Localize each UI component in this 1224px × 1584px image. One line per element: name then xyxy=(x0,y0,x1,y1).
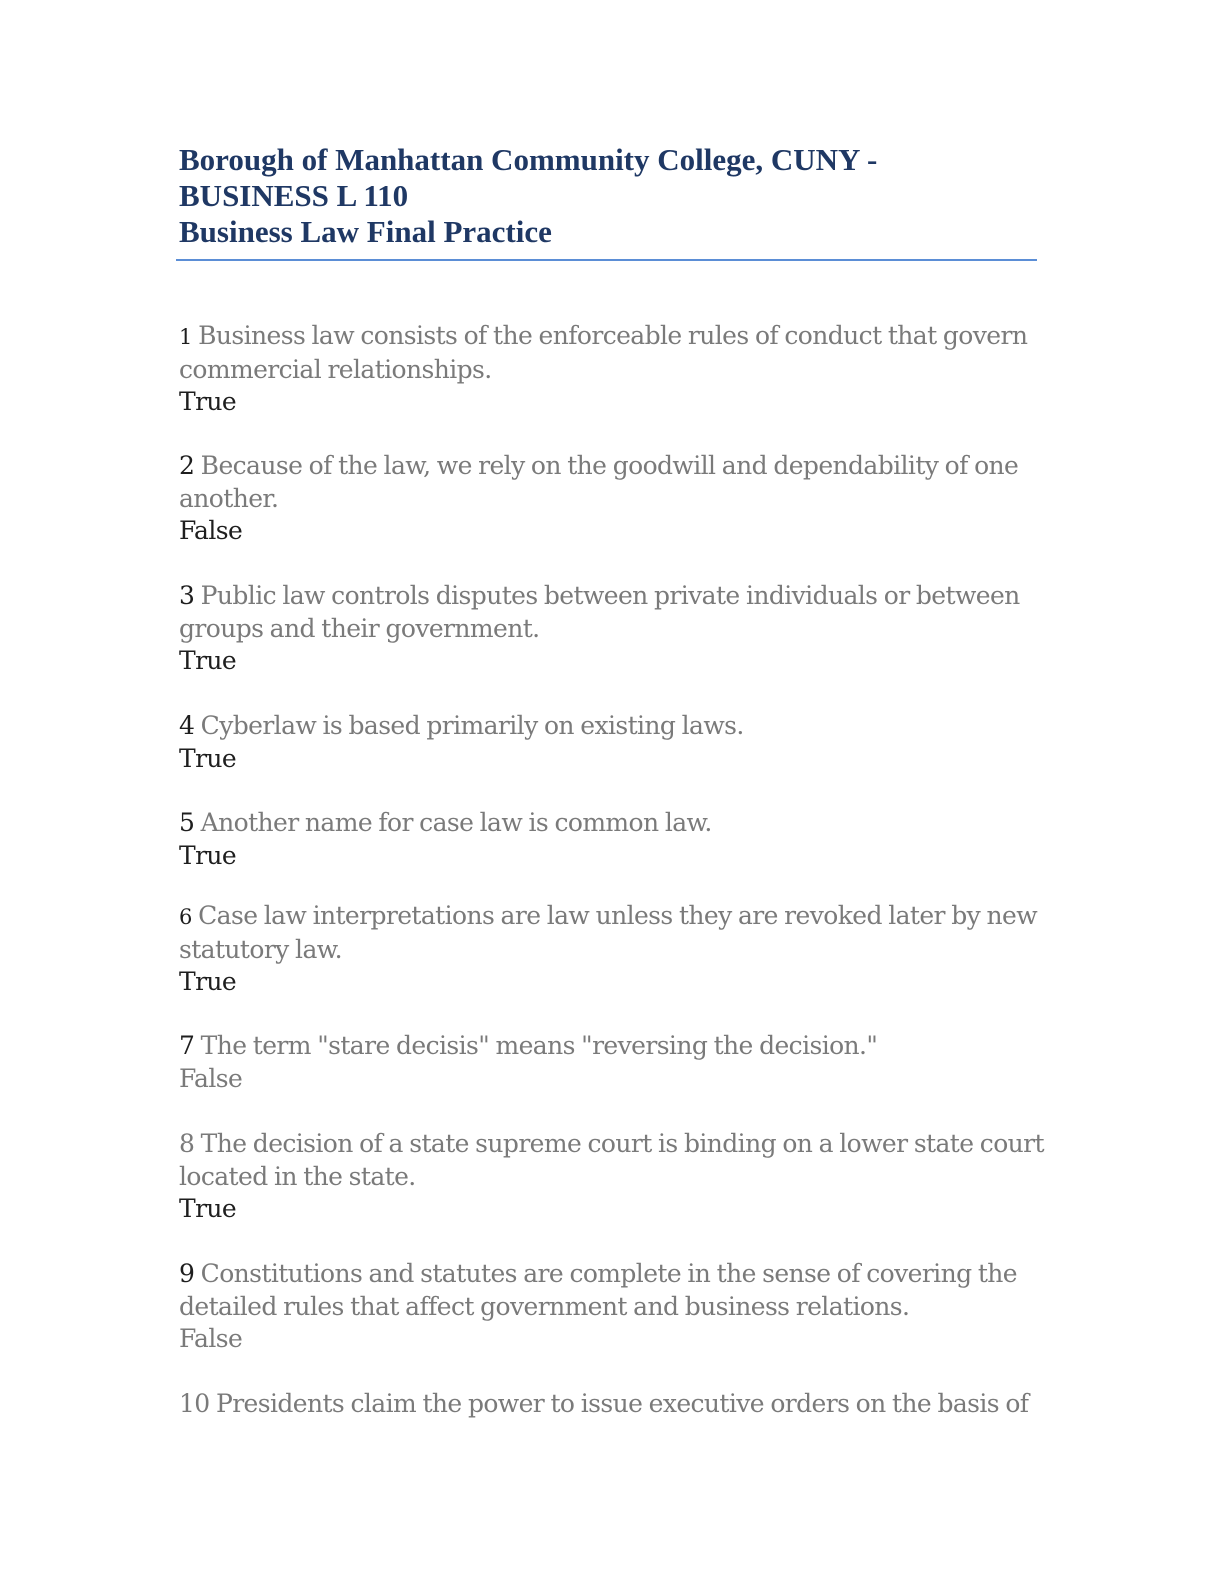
question-text: Cyberlaw is based primarily on existing laws. xyxy=(200,711,744,740)
question-number: 7 xyxy=(179,1031,195,1060)
question-answer: False xyxy=(179,516,243,545)
question-item-7 xyxy=(179,1030,1059,1095)
question-answer: True xyxy=(179,1194,237,1223)
question-text: Presidents claim the power to issue executive orders on the basis of xyxy=(215,1389,1029,1418)
question-number: 10 xyxy=(179,1389,210,1418)
question-item-9 xyxy=(179,1258,1059,1356)
question-text: Public law controls disputes between private individuals or between groups and their government. xyxy=(179,581,1020,643)
question-item-1 xyxy=(179,320,1059,419)
question-number: 8 xyxy=(179,1129,195,1158)
question-answer: True xyxy=(179,967,237,996)
question-answer: False xyxy=(179,1324,243,1353)
question-text: The term "stare decisis" means "reversing the decision." xyxy=(200,1031,878,1060)
question-number: 3 xyxy=(179,581,195,610)
question-text: Because of the law, we rely on the goodwill and dependability of one another. xyxy=(179,451,1019,513)
question-number: 1 xyxy=(179,325,192,349)
question-item-4 xyxy=(179,710,1059,775)
title-line-institution: Borough of Manhattan Community College, CUNY - xyxy=(179,142,878,177)
question-text: Constitutions and statutes are complete in the sense of covering the detailed rules that affect government and business relations. xyxy=(179,1259,1017,1321)
question-answer: True xyxy=(179,646,237,675)
question-item-10 xyxy=(179,1388,1059,1421)
question-answer: False xyxy=(179,1063,243,1093)
question-answer: True xyxy=(179,840,237,870)
question-item-2 xyxy=(179,450,1059,548)
document-title xyxy=(179,142,1039,250)
question-item-5 xyxy=(179,807,1059,872)
question-number: 4 xyxy=(179,711,195,740)
title-line-subject: Business Law Final Practice xyxy=(179,214,552,249)
question-number: 2 xyxy=(179,451,195,480)
question-number: 6 xyxy=(179,905,192,929)
question-text: The decision of a state supreme court is binding on a lower state court located in the state. xyxy=(179,1129,1044,1191)
question-item-6 xyxy=(179,900,1059,999)
question-number: 5 xyxy=(179,808,195,837)
title-divider xyxy=(176,259,1037,261)
question-answer: True xyxy=(179,387,237,416)
question-answer: True xyxy=(179,743,237,773)
question-item-8 xyxy=(179,1128,1059,1226)
question-text: Another name for case law is common law. xyxy=(200,808,712,837)
question-item-3 xyxy=(179,580,1059,678)
question-text: Case law interpretations are law unless they are revoked later by new statutory law. xyxy=(179,901,1038,964)
title-line-course: BUSINESS L 110 xyxy=(179,178,409,213)
question-text: Business law consists of the enforceable rules of conduct that govern commercial relationships. xyxy=(179,321,1028,384)
question-number: 9 xyxy=(179,1259,195,1288)
